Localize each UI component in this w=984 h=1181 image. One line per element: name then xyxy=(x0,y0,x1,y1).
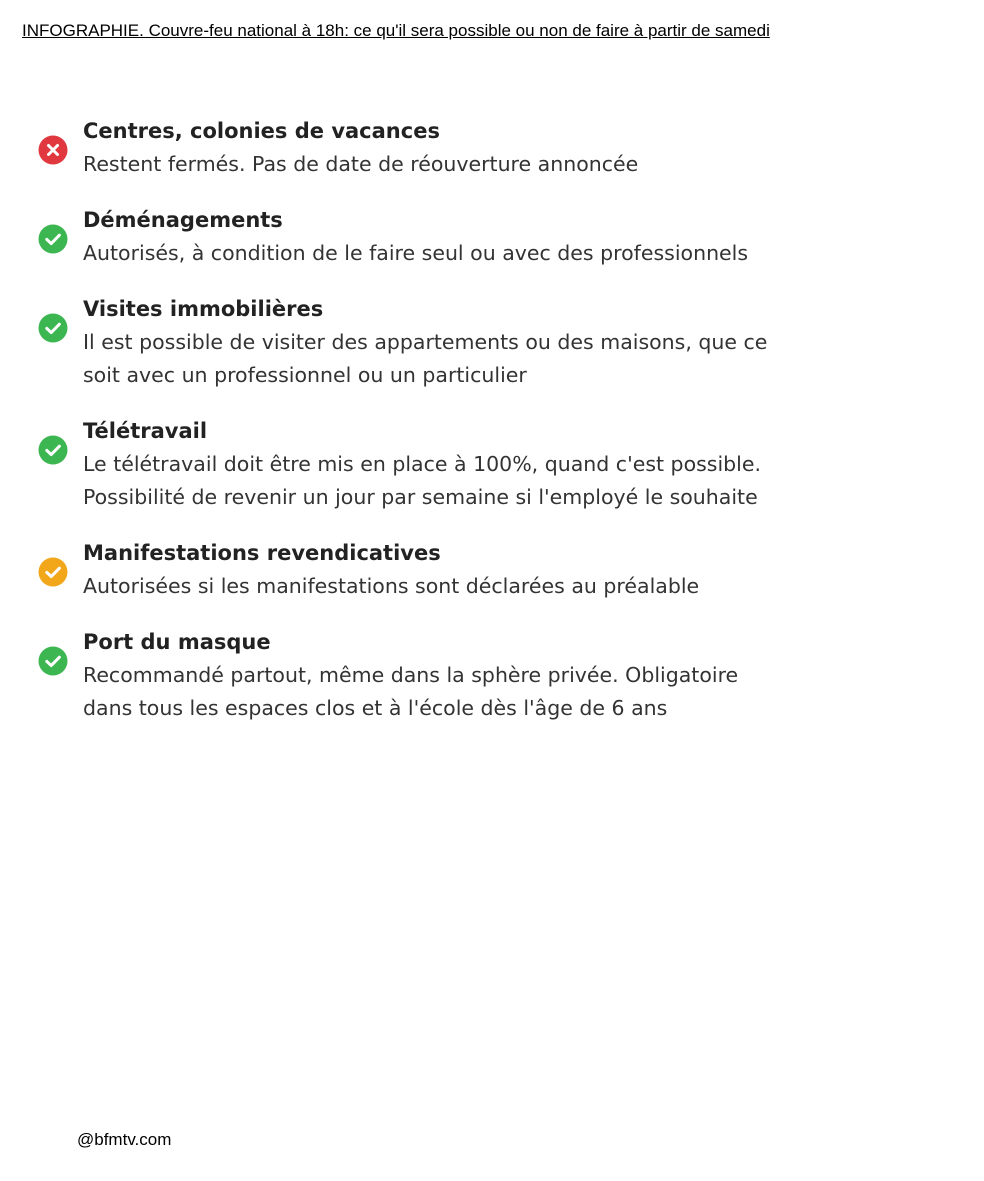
list-item xyxy=(38,203,838,270)
source-credit: @bfmtv.com xyxy=(77,1130,172,1149)
item-description: Autorisés, à condition de le faire seul ou avec des professionnels xyxy=(83,241,749,265)
item-title: Manifestations revendicatives xyxy=(83,541,441,565)
item-description: Le télétravail doit être mis en place à 100%, quand c'est possible. xyxy=(83,452,762,476)
item-title: Déménagements xyxy=(83,208,283,232)
list-item xyxy=(38,114,838,181)
check-circle-icon xyxy=(38,313,68,343)
item-title: Centres, colonies de vacances xyxy=(83,119,440,143)
item-description: dans tous les espaces clos et à l'école dès l'âge de 6 ans xyxy=(83,696,668,720)
list-item xyxy=(38,536,838,603)
list-item xyxy=(38,292,838,392)
item-title: Visites immobilières xyxy=(83,297,324,321)
item-description: Restent fermés. Pas de date de réouverture annoncée xyxy=(83,152,639,176)
item-title: Port du masque xyxy=(83,630,271,654)
cross-circle-icon xyxy=(38,135,68,165)
item-description: Autorisées si les manifestations sont déclarées au préalable xyxy=(83,574,700,598)
list-item xyxy=(38,625,838,725)
item-description: soit avec un professionnel ou un particulier xyxy=(83,363,527,387)
rules-list xyxy=(38,114,838,747)
check-circle-icon xyxy=(38,557,68,587)
check-circle-icon xyxy=(38,224,68,254)
check-circle-icon xyxy=(38,435,68,465)
item-title: Télétravail xyxy=(83,419,208,443)
item-description: Possibilité de revenir un jour par semaine si l'employé le souhaite xyxy=(83,485,758,509)
item-description: Il est possible de visiter des appartements ou des maisons, que ce xyxy=(83,330,768,354)
item-description: Recommandé partout, même dans la sphère privée. Obligatoire xyxy=(83,663,739,687)
check-circle-icon xyxy=(38,646,68,676)
headline[interactable]: INFOGRAPHIE. Couvre-feu national à 18h: ce qu'il sera possible ou non de faire à partir de samedi xyxy=(22,21,770,40)
list-item xyxy=(38,414,838,514)
